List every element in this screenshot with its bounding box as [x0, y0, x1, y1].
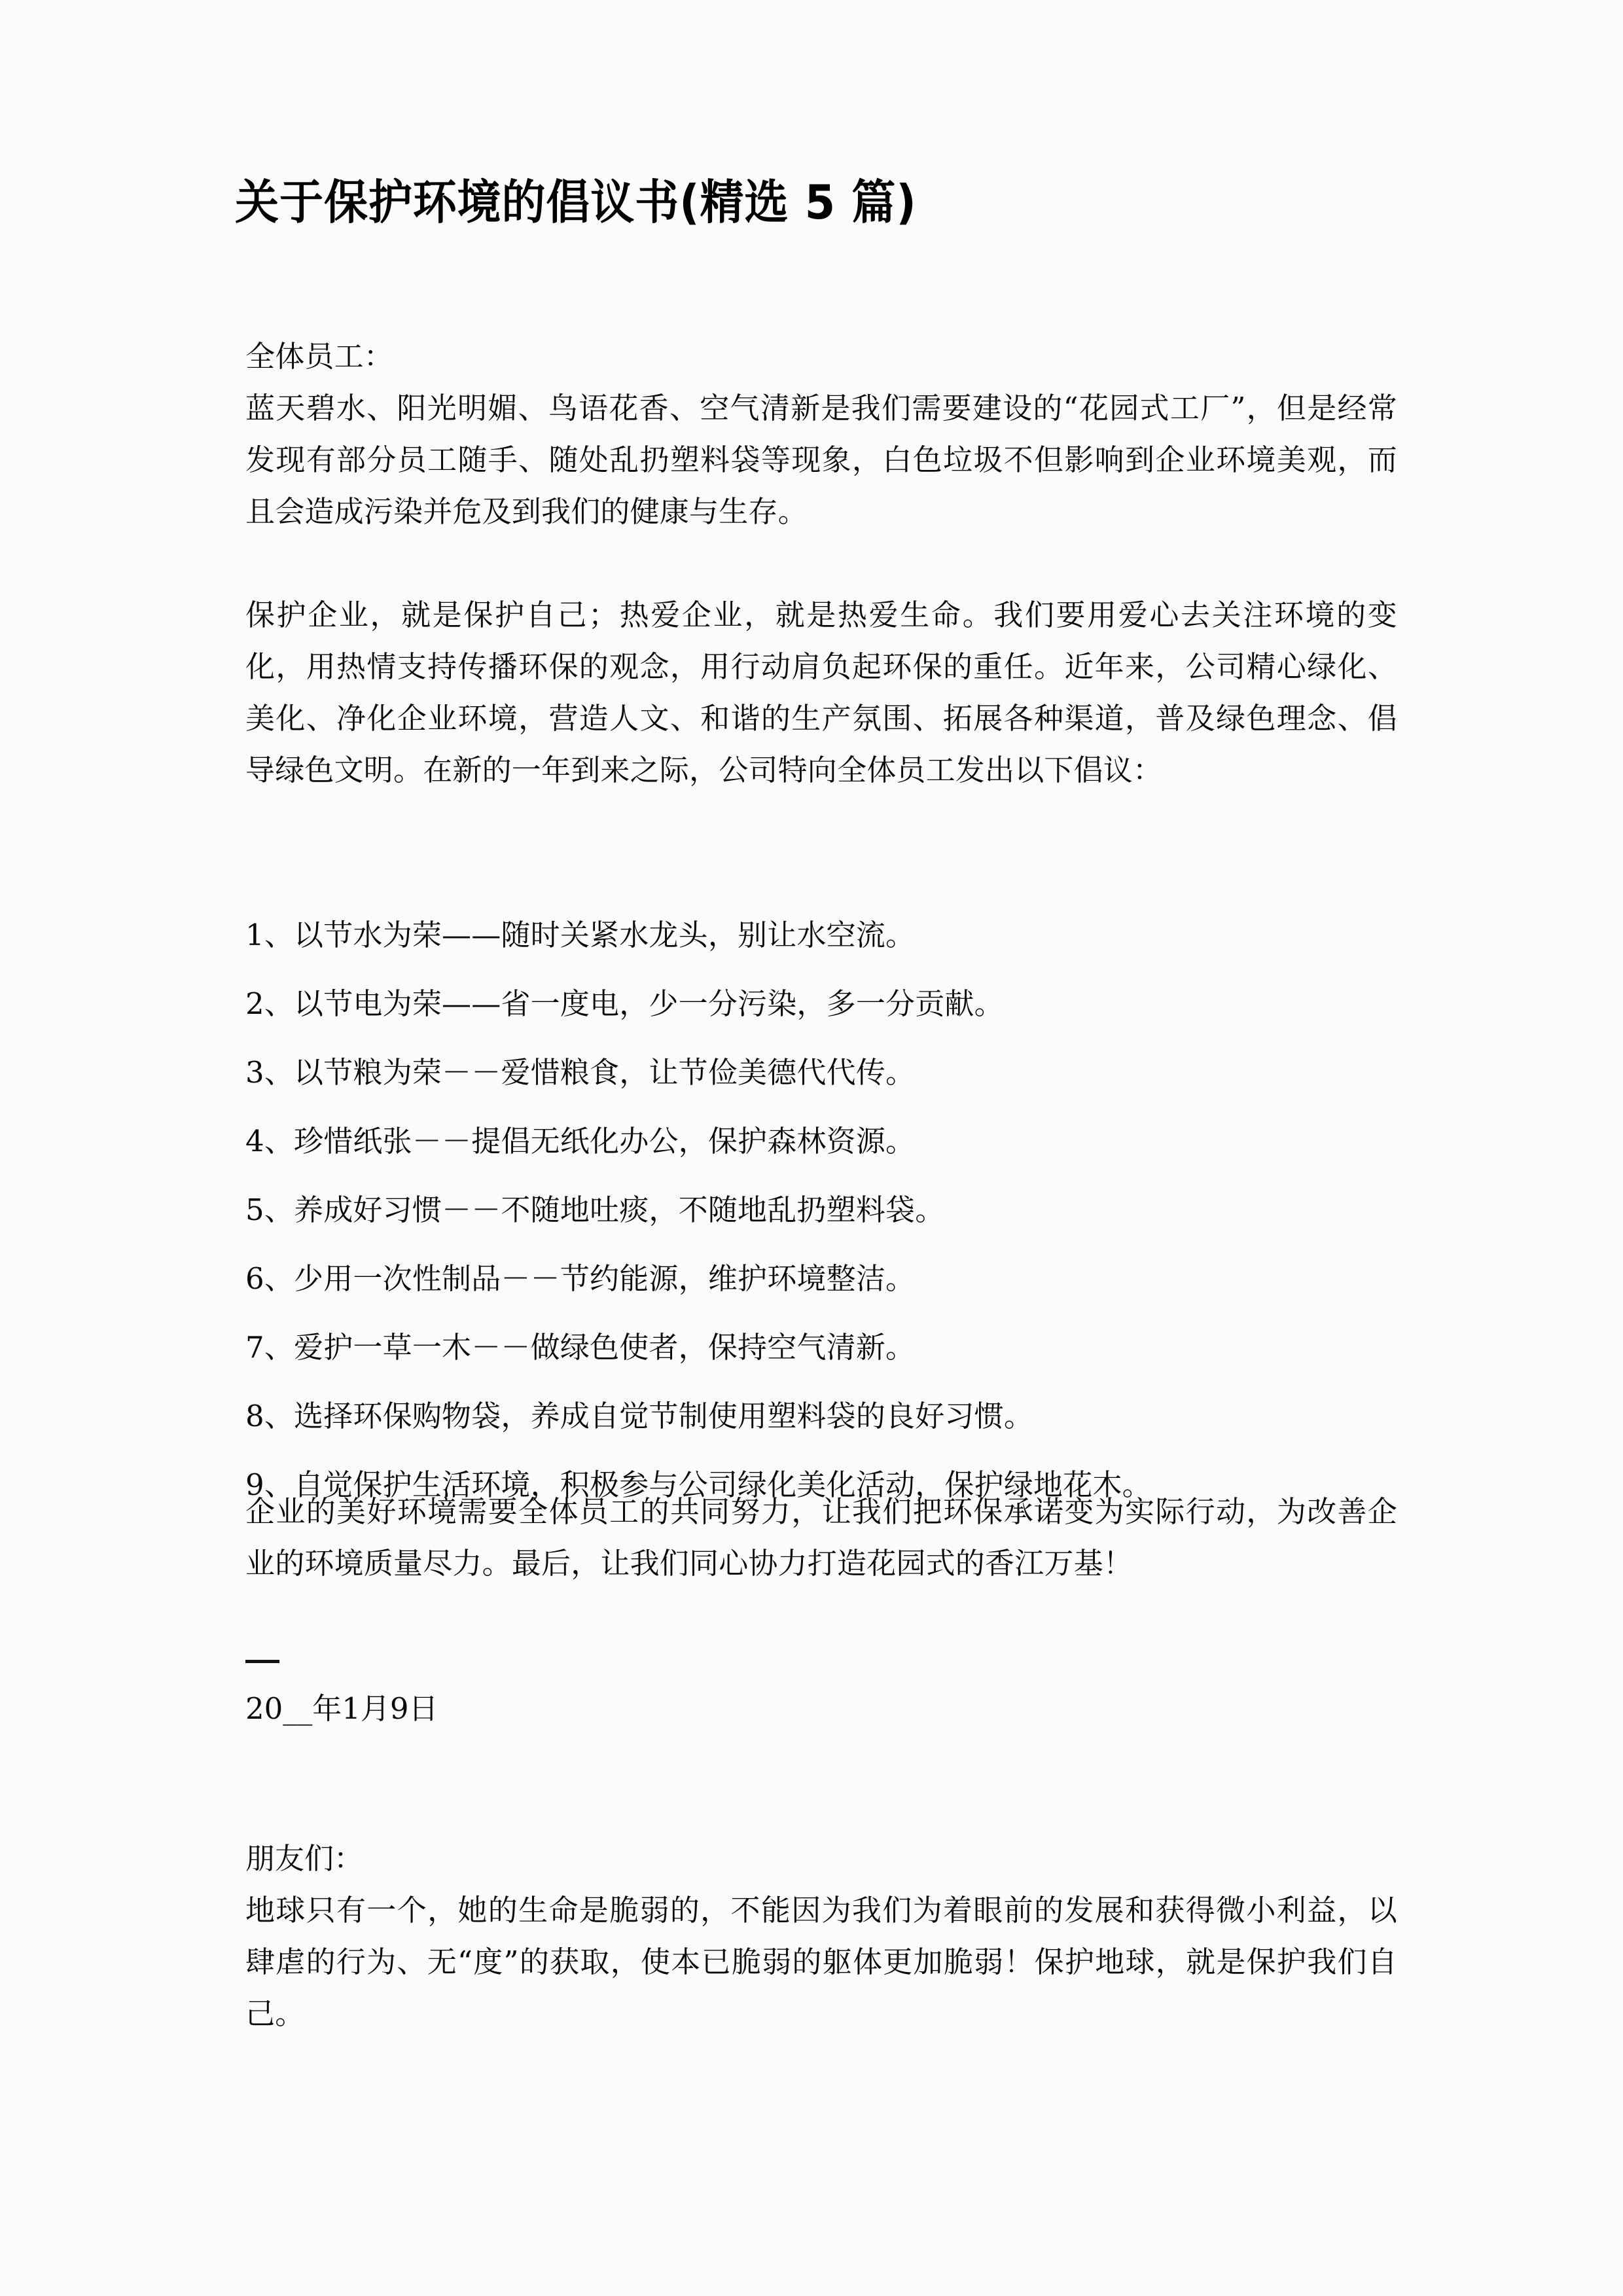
- section-one-paragraph-2-block: [245, 589, 1397, 796]
- date-line-block: [245, 1687, 1397, 1731]
- section-one-closing-block: [245, 1486, 1397, 1589]
- list-item: 5、养成好习惯－－不随地吐痰，不随地乱扔塑料袋。: [245, 1193, 945, 1227]
- date-line: 20__年1月9日: [245, 1691, 438, 1726]
- section-one-paragraph-1-block: [245, 382, 1397, 537]
- list-item: 2、以节电为荣——省一度电，少一分污染，多一分贡献。: [245, 986, 1004, 1021]
- list-item: 9、自觉保护生活环境，积极参与公司绿化美化活动，保护绿地花木。: [245, 1467, 1152, 1502]
- list-item: 8、选择环保购物袋，养成自觉节制使用塑料袋的良好习惯。: [245, 1399, 1034, 1433]
- section-one-paragraph-1: 蓝天碧水、阳光明媚、鸟语花香、空气清新是我们需要建设的“花园式工厂”，但是经常发现有部分员工随手、随处乱扔塑料袋等现象，白色垃圾不但影响到企业环境美观，而且会造成污染并危及到我们的健康与生存。: [245, 391, 1397, 529]
- section-one-list: [245, 901, 1397, 1519]
- signoff-rule: [245, 1660, 1397, 1663]
- signoff-dash: [245, 1660, 279, 1663]
- section-one-paragraph-2: 保护企业，就是保护自己；热爱企业，就是热爱生命。我们要用爱心去关注环境的变化，用热情支持传播环保的观念，用行动肩负起环保的重任。近年来，公司精心绿化、美化、净化企业环境，营造人文、和谐的生产氛围、拓展各种渠道，普及绿色理念、倡导绿色文明。在新的一年到来之际，公司特向全体员工发出以下倡议：: [245, 598, 1397, 787]
- section-two-salutation: 朋友们：: [245, 1841, 364, 1876]
- page-title: 关于保护环境的倡议书(精选 5 篇): [235, 175, 917, 230]
- list-item: 3、以节粮为荣－－爱惜粮食，让节俭美德代代传。: [245, 1055, 916, 1090]
- list-item: 6、少用一次性制品－－节约能源，维护环境整洁。: [245, 1261, 916, 1296]
- section-two-paragraph-1-block: [245, 1884, 1397, 2039]
- list-item: 4、珍惜纸张－－提倡无纸化办公，保护森林资源。: [245, 1124, 916, 1158]
- list-item: 7、爱护一草一木－－做绿色使者，保持空气清新。: [245, 1330, 916, 1365]
- section-two-salutation-block: [245, 1833, 1397, 1884]
- section-two-paragraph-1: 地球只有一个，她的生命是脆弱的，不能因为我们为着眼前的发展和获得微小利益，以肆虐的行为、无“度”的获取，使本已脆弱的躯体更加脆弱！保护地球，就是保护我们自己。: [245, 1893, 1397, 2031]
- section-one-closing-paragraph: 企业的美好环境需要全体员工的共同努力，让我们把环保承诺变为实际行动，为改善企业的环境质量尽力。最后，让我们同心协力打造花园式的香江万基！: [245, 1494, 1397, 1581]
- section-one-salutation-block: [245, 331, 1397, 382]
- list-item: 1、以节水为荣——随时关紧水龙头，别让水空流。: [245, 918, 916, 952]
- section-one-salutation: 全体员工：: [245, 339, 394, 374]
